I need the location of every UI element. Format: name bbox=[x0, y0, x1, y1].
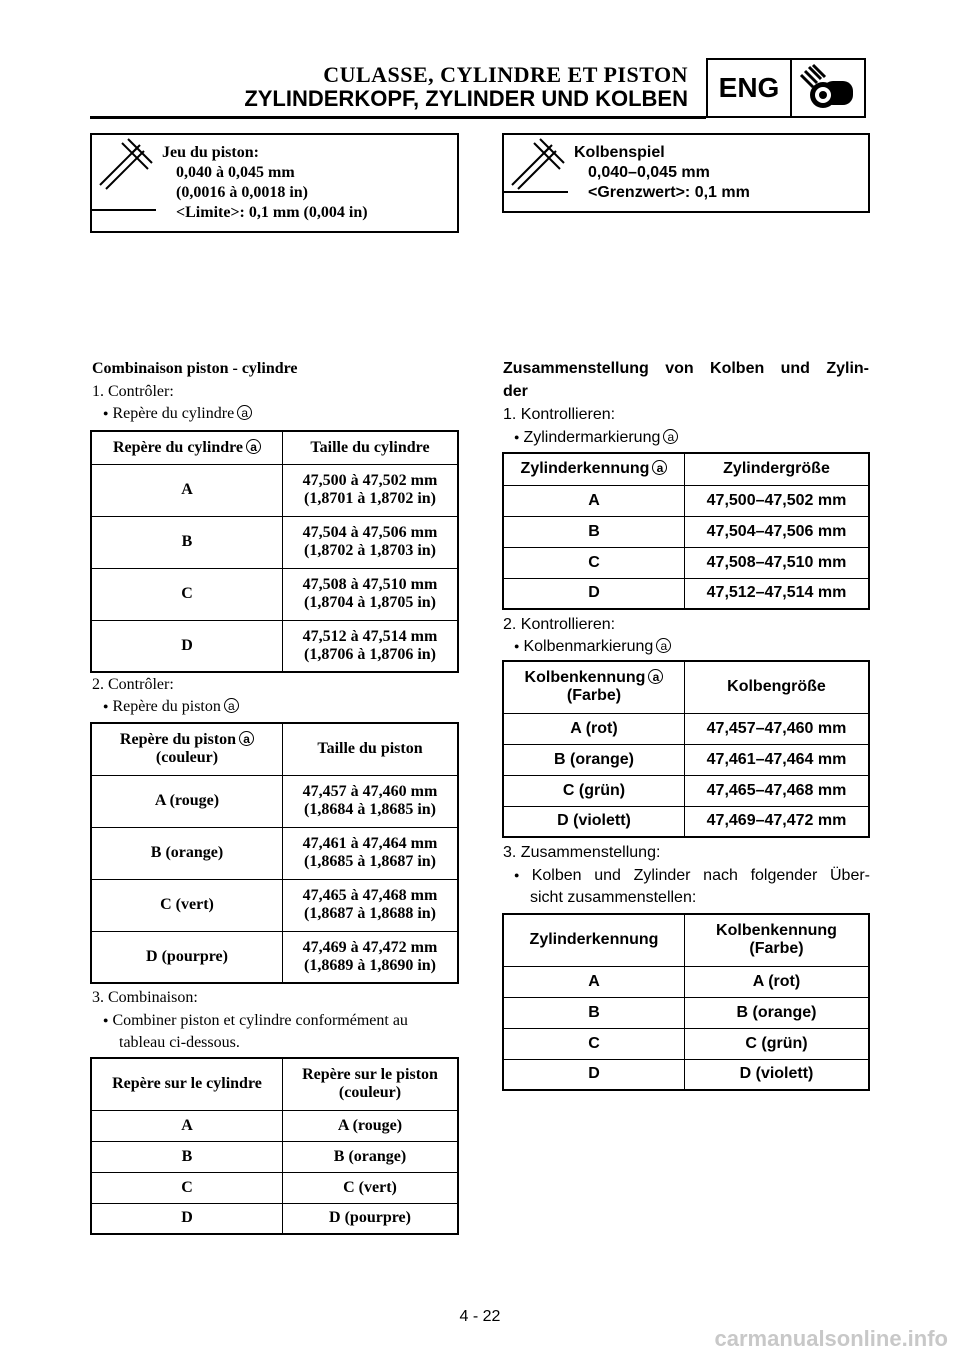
table-row: D (violett) 47,469–47,472 mm bbox=[503, 806, 869, 837]
table-row: A A (rouge) bbox=[91, 1110, 458, 1141]
section-heading-fr: Combinaison piston - cylindre bbox=[92, 360, 298, 377]
caliper-icon bbox=[92, 135, 156, 231]
spec-box-de bbox=[502, 133, 870, 213]
step-1-bullet-de bbox=[514, 427, 678, 450]
step-3-bullet-fr-cont: tableau ci-dessous. bbox=[119, 1034, 240, 1051]
table-row: A (rouge) 47,457 à 47,460 mm (1,8684 à 1,8685 in) bbox=[91, 775, 458, 827]
step-2-bullet-de bbox=[514, 636, 671, 659]
table-row: C (vert) 47,465 à 47,468 mm (1,8687 à 1,8688 in) bbox=[91, 879, 458, 931]
section-heading-de: Zusammenstellung von Kolben und Zylin- bbox=[503, 360, 869, 377]
marker-a: a bbox=[652, 460, 667, 475]
marker-a: a bbox=[663, 429, 678, 444]
spec-limit: <Grenzwert>: 0,1 mm bbox=[588, 184, 750, 201]
column-header: Zylindergröße bbox=[685, 453, 870, 485]
combination-table-fr bbox=[90, 1057, 459, 1235]
table-row: C C (grün) bbox=[503, 1028, 869, 1059]
table-row: B B (orange) bbox=[91, 1141, 458, 1172]
column-header: Kolbenkennung a (Farbe) bbox=[503, 661, 685, 713]
step-1-fr: 1. Contrôler: bbox=[92, 383, 174, 400]
bullet-text: ● Kolbenmarkierung bbox=[514, 638, 653, 655]
table-row: D D (pourpre) bbox=[91, 1203, 458, 1234]
step-3-fr: 3. Combinaison: bbox=[92, 989, 198, 1006]
bullet-text: ● Repère du piston bbox=[103, 698, 221, 715]
column-header: Repère du cylindre a bbox=[91, 431, 283, 464]
spec-value: 0,040 à 0,045 mm bbox=[176, 164, 295, 181]
table-row: D D (violett) bbox=[503, 1059, 869, 1090]
marker-a: a bbox=[246, 439, 261, 454]
spec-limit: <Limite>: 0,1 mm (0,004 in) bbox=[176, 204, 368, 221]
step-3-bullet-de-cont: sicht zusammenstellen: bbox=[530, 889, 697, 906]
spec-value: 0,040–0,045 mm bbox=[588, 164, 710, 181]
column-header: Kolbenkennung (Farbe) bbox=[685, 914, 870, 966]
spec-value-inch: (0,0016 à 0,0018 in) bbox=[176, 184, 308, 201]
step-3-bullet-fr bbox=[103, 1010, 463, 1033]
header-rule bbox=[90, 116, 706, 119]
marker-a: a bbox=[239, 731, 254, 746]
table-row: D 47,512–47,514 mm bbox=[503, 578, 869, 609]
table-row: B 47,504 à 47,506 mm (1,8702 à 1,8703 in) bbox=[91, 516, 458, 568]
table-row: A 47,500–47,502 mm bbox=[503, 485, 869, 516]
column-header: Zylinderkennung bbox=[503, 914, 685, 966]
caliper-icon bbox=[504, 135, 568, 211]
bullet-text: ● Kolben und Zylinder nach folgender Über- bbox=[514, 867, 870, 884]
page-title-de: ZYLINDERKOPF, ZYLINDER UND KOLBEN bbox=[244, 86, 688, 111]
marker-a: a bbox=[237, 405, 252, 420]
table-row: C (grün) 47,465–47,468 mm bbox=[503, 775, 869, 806]
section-badge bbox=[706, 58, 866, 118]
table-row: D (pourpre) 47,469 à 47,472 mm (1,8689 à 1,8690 in) bbox=[91, 931, 458, 983]
step-2-de: 2. Kontrollieren: bbox=[503, 616, 616, 633]
table-row: A (rot) 47,457–47,460 mm bbox=[503, 713, 869, 744]
step-2-fr: 2. Contrôler: bbox=[92, 676, 174, 693]
column-header: Taille du piston bbox=[283, 723, 459, 775]
column-header: Repère du piston a (couleur) bbox=[91, 723, 283, 775]
bullet-text: ● Zylindermarkierung bbox=[514, 429, 660, 446]
cylinder-table-fr bbox=[90, 430, 459, 673]
column-header: Repère sur le piston (couleur) bbox=[283, 1058, 459, 1110]
column-header: Zylinderkennung a bbox=[503, 453, 685, 485]
step-3-bullet-de bbox=[514, 865, 870, 888]
table-row: B (orange) 47,461–47,464 mm bbox=[503, 744, 869, 775]
step-1-bullet-fr bbox=[103, 403, 252, 426]
marker-a: a bbox=[648, 669, 663, 684]
page-number: 4 - 22 bbox=[459, 1308, 501, 1325]
table-row: A A (rot) bbox=[503, 966, 869, 997]
marker-a: a bbox=[224, 698, 239, 713]
table-row: B B (orange) bbox=[503, 997, 869, 1028]
section-label: ENG bbox=[708, 60, 792, 116]
watermark: carmanualsonline.info bbox=[714, 1326, 948, 1351]
marker-a: a bbox=[656, 638, 671, 653]
column-header: Repère sur le cylindre bbox=[91, 1058, 283, 1110]
spec-box-fr bbox=[90, 133, 459, 233]
table-row: B (orange) 47,461 à 47,464 mm (1,8685 à 1,8687 in) bbox=[91, 827, 458, 879]
bullet-text: ● Combiner piston et cylindre conformément au bbox=[103, 1012, 408, 1029]
table-row: D 47,512 à 47,514 mm (1,8706 à 1,8706 in) bbox=[91, 620, 458, 672]
spec-label: Kolbenspiel bbox=[574, 144, 665, 161]
step-3-de: 3. Zusammenstellung: bbox=[503, 844, 661, 861]
engine-icon bbox=[792, 60, 864, 116]
step-2-bullet-fr bbox=[103, 696, 239, 719]
table-row: A 47,500 à 47,502 mm (1,8701 à 1,8702 in) bbox=[91, 464, 458, 516]
table-row: C C (vert) bbox=[91, 1172, 458, 1203]
piston-table-fr bbox=[90, 722, 459, 984]
column-header: Kolbengröße bbox=[685, 661, 870, 713]
piston-table-de bbox=[502, 660, 870, 838]
bullet-text: ● Repère du cylindre bbox=[103, 405, 234, 422]
step-1-de: 1. Kontrollieren: bbox=[503, 406, 616, 423]
table-row: C 47,508–47,510 mm bbox=[503, 547, 869, 578]
combination-table-de bbox=[502, 913, 870, 1091]
spec-label: Jeu du piston: bbox=[162, 144, 259, 161]
table-row: B 47,504–47,506 mm bbox=[503, 516, 869, 547]
column-header: Taille du cylindre bbox=[283, 431, 459, 464]
page-title-fr: CULASSE, CYLINDRE ET PISTON bbox=[323, 62, 688, 87]
table-row: C 47,508 à 47,510 mm (1,8704 à 1,8705 in) bbox=[91, 568, 458, 620]
cylinder-table-de bbox=[502, 452, 870, 610]
section-heading-de-cont: der bbox=[503, 383, 528, 400]
